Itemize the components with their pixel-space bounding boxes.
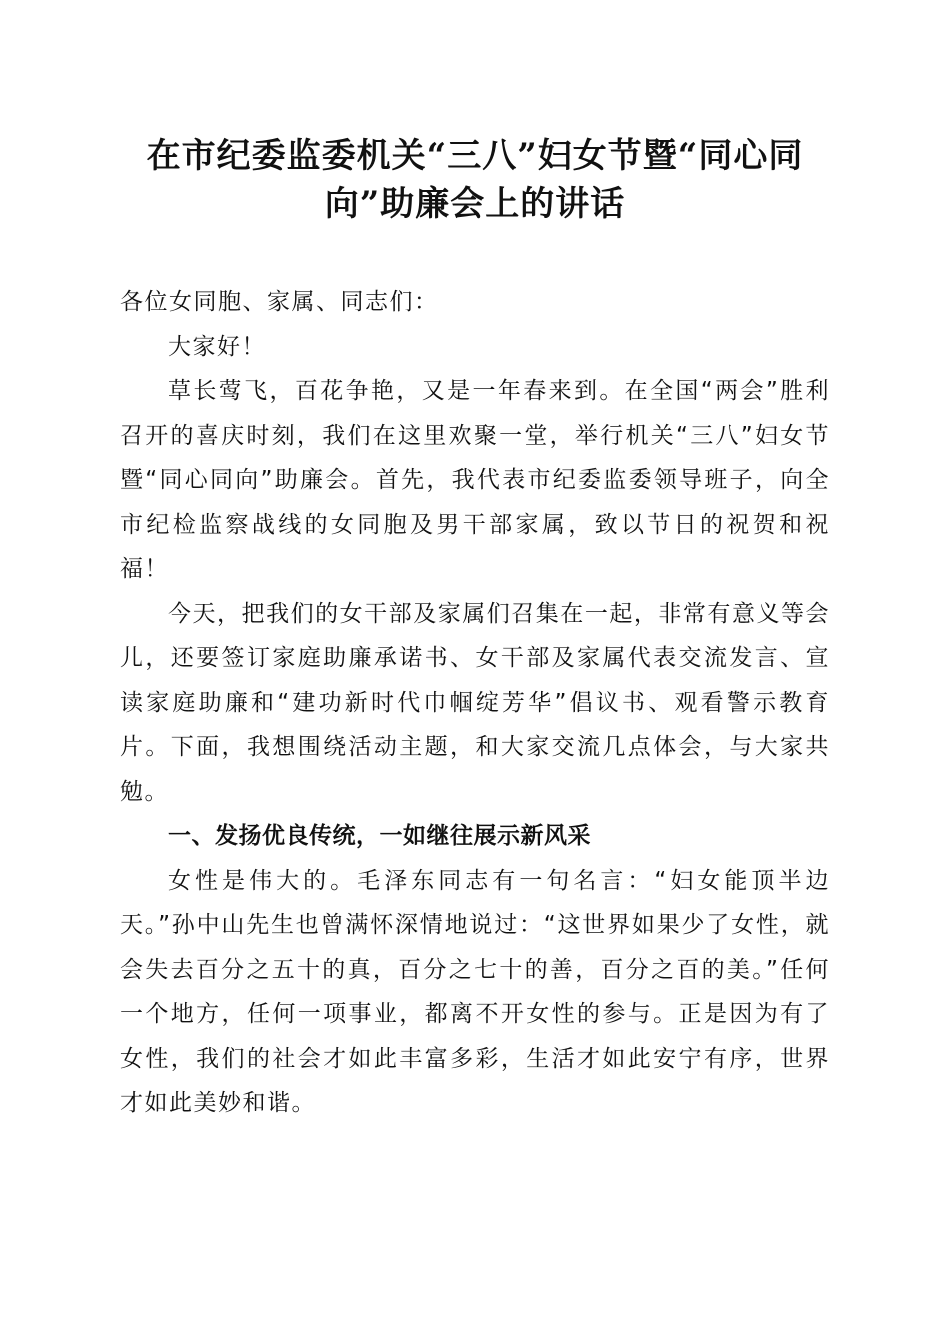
salutation: 各位女同胞、家属、同志们： [120,289,439,315]
greeting: 大家好！ [168,333,266,360]
paragraph-2: 今天，把我们的女干部及家属们召集在一起，非常有意义等会儿，还要签订家庭助廉承诺书、女干部及家属代表交流发言、宣读家庭助廉和“建功新时代巾帼绽芳华”倡议书、观看警示教育片。下面，我想围绕活动主题，和大家交流几点体会，与大家共勉。 [120,600,830,805]
title-line-2: 向”助廉会上的讲话 [324,184,626,224]
title-line-1: 在市纪委监委机关“三八”妇女节暨“同心同 [146,136,804,176]
document-title [100,132,850,228]
paragraph-3: 女性是伟大的。毛泽东同志有一句名言：“妇女能顶半边天。”孙中山先生也曾满怀深情地说过：“这世界如果少了女性，就会失去百分之五十的真，百分之七十的善，百分之百的美。”任何一个地方，任何一项事业，都离不开女性的参与。正是因为有了女性，我们的社会才如此丰富多彩，生活才如此安宁有序，世界才如此美妙和谐。 [120,867,830,1116]
document-body [120,280,830,1126]
section-1-heading: 一、发扬优良传统，一如继往展示新风采 [168,823,591,849]
paragraph-1: 草长莺飞，百花争艳，又是一年春来到。在全国“两会”胜利召开的喜庆时刻，我们在这里欢聚一堂，举行机关“三八”妇女节暨“同心同向”助廉会。首先，我代表市纪委监委领导班子，向全市纪检监察战线的女同胞及男干部家属，致以节日的祝贺和祝福！ [120,378,830,582]
